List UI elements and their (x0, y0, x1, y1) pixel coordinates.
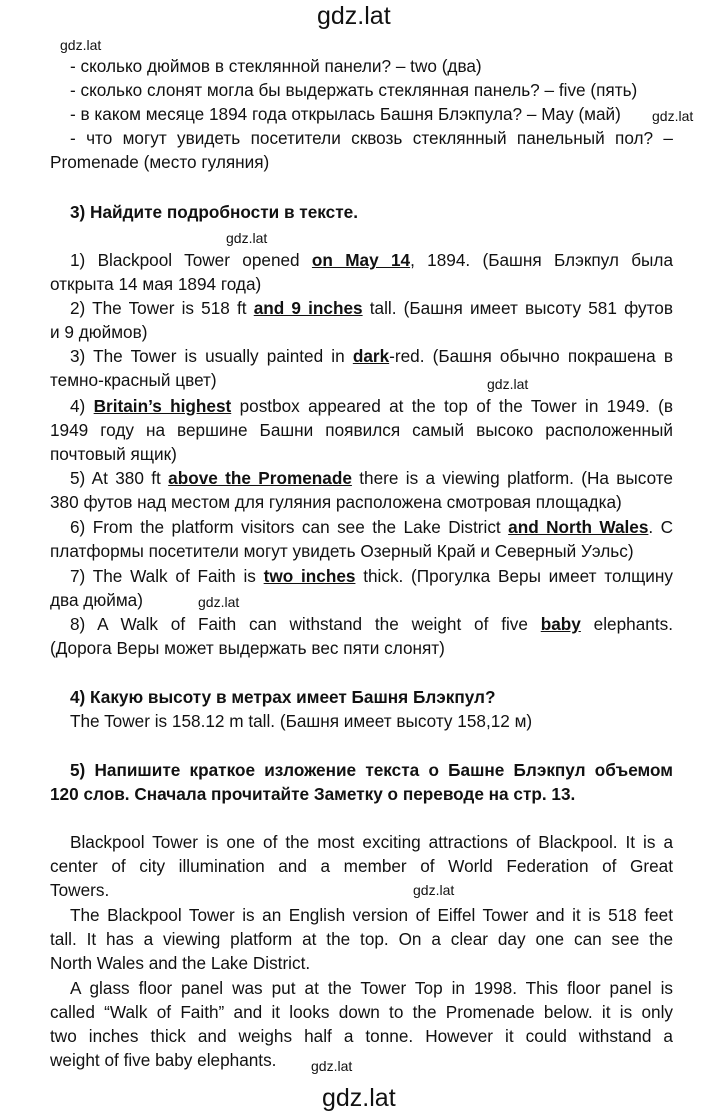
summary-p3: called “Walk of Faith” and it looks down to the Promenade below. it is only (50, 1002, 673, 1022)
watermark: gdz.lat (198, 594, 240, 610)
answer-underlined: baby (540, 614, 581, 634)
detail-8: 8) A Walk of Faith can withstand the weight of five baby elephants. (70, 614, 673, 634)
detail-4: 4) Britain’s highest postbox appeared at the top of the Tower in 1949. (в (70, 396, 673, 416)
detail-5: 5) At 380 ft above the Promenade there is a viewing platform. (На высоте (70, 468, 673, 488)
detail-3-translation: темно-красный цвет) (50, 370, 217, 390)
watermark: gdz.lat (652, 108, 694, 124)
detail-2-translation: и 9 дюймов) (50, 322, 148, 342)
section-4-heading: 4) Какую высоту в метрах имеет Башня Блэкпул? (70, 687, 496, 707)
summary-p1: Towers. (50, 880, 110, 900)
section-5-heading: 120 слов. Сначала прочитайте Заметку о переводе на стр. 13. (50, 784, 576, 804)
watermark: gdz.lat (226, 230, 268, 246)
summary-p1: center of city illumination and a member of World Federation of Great (50, 856, 673, 876)
section-4-answer: The Tower is 158.12 m tall. (Башня имеет высоту 158,12 м) (70, 711, 533, 731)
answer-underlined: and North Wales (508, 517, 649, 537)
summary-p2: tall. It has a viewing platform at the top. On a clear day one can see the (50, 929, 673, 949)
detail-2: 2) The Tower is 518 ft and 9 inches tall. (Башня имеет высоту 581 футов (70, 298, 673, 318)
summary-p2: North Wales and the Lake District. (50, 953, 311, 973)
watermark: gdz.lat (60, 37, 102, 53)
answer-underlined: above the Promenade (168, 468, 352, 488)
summary-p1: Blackpool Tower is one of the most exciting attractions of Blackpool. It is a (70, 832, 673, 852)
watermark: gdz.lat (413, 882, 455, 898)
answer-line: - сколько дюймов в стеклянной панели? – two (два) (70, 56, 482, 76)
detail-7: 7) The Walk of Faith is two inches thick. (Прогулка Веры имеет толщину (70, 566, 673, 586)
answer-underlined: dark (352, 346, 390, 366)
summary-p3: weight of five baby elephants. (50, 1050, 277, 1070)
detail-5-translation: 380 футов над местом для гуляния расположена смотровая площадка) (50, 492, 622, 512)
answer-underlined: and 9 inches (253, 298, 363, 318)
watermark: gdz.lat (487, 376, 529, 392)
watermark-top: gdz.lat (317, 2, 391, 30)
detail-4-translation: 1949 году на вершине Башни появился самый высоко расположенный (50, 420, 673, 440)
detail-6-translation: платформы посетители могут увидеть Озерный Край и Северный Уэльс) (50, 541, 634, 561)
answer-line: - сколько слонят могла бы выдержать стеклянная панель? – five (пять) (70, 80, 638, 100)
detail-7-translation: два дюйма) (50, 590, 143, 610)
answer-underlined: Britain’s highest (93, 396, 232, 416)
answer-line: - что могут увидеть посетители сквозь стеклянный панельный пол? – (70, 128, 673, 148)
summary-p3: A glass floor panel was put at the Tower Top in 1998. This floor panel is (70, 978, 673, 998)
answer-line: - в каком месяце 1894 года открылась Башня Блэкпула? – May (май) (70, 104, 621, 124)
answer-underlined: on May 14 (311, 250, 411, 270)
detail-8-translation: (Дорога Веры может выдержать вес пяти слонят) (50, 638, 445, 658)
summary-p2: The Blackpool Tower is an English version of Eiffel Tower and it is 518 feet (70, 905, 673, 925)
watermark: gdz.lat (311, 1058, 353, 1074)
section-3-heading: 3) Найдите подробности в тексте. (70, 202, 358, 222)
detail-1-translation: открыта 14 мая 1894 года) (50, 274, 262, 294)
answer-underlined: two inches (263, 566, 356, 586)
answer-line: Promenade (место гуляния) (50, 152, 270, 172)
section-5-heading: 5) Напишите краткое изложение текста о Башне Блэкпул объемом (70, 760, 673, 780)
detail-1: 1) Blackpool Tower opened on May 14, 1894. (Башня Блэкпул была (70, 250, 673, 270)
watermark-bottom: gdz.lat (322, 1084, 396, 1112)
detail-3: 3) The Tower is usually painted in dark-red. (Башня обычно покрашена в (70, 346, 674, 366)
summary-p3: two inches thick and weighs half a tonne. However it could withstand a (50, 1026, 673, 1046)
detail-6: 6) From the platform visitors can see the Lake District and North Wales. С (70, 517, 674, 537)
detail-4-translation: почтовый ящик) (50, 444, 177, 464)
